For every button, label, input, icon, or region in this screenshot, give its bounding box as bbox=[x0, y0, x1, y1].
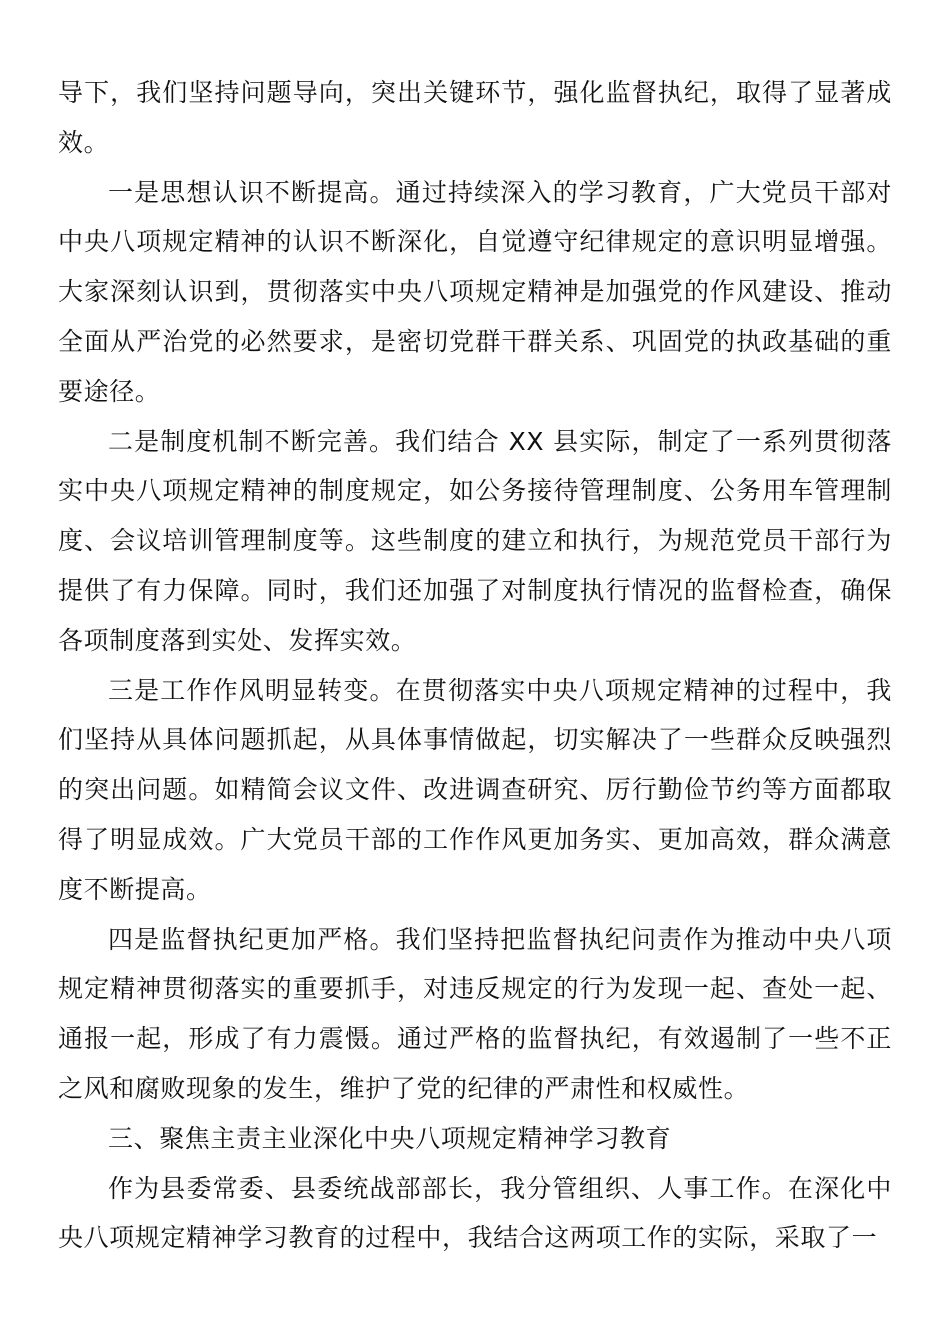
paragraph-point-one: 一是思想认识不断提高。通过持续深入的学习教育，广大党员干部对中央八项规定精神的认识不断深化，自觉遵守纪律规定的意识明显增强。大家深刻认识到，贯彻落实中央八项规定精神是加强党的作风建设、推动全面从严治党的必然要求，是密切党群干群关系、巩固党的执政基础的重要途径。 bbox=[58, 177, 892, 406]
paragraph-point-four: 四是监督执纪更加严格。我们坚持把监督执纪问责作为推动中央八项规定精神贯彻落实的重要抓手，对违反规定的行为发现一起、查处一起、通报一起，形成了有力震慑。通过严格的监督执纪，有效遏制了一些不正之风和腐败现象的发生，维护了党的纪律的严肃性和权威性。 bbox=[58, 924, 892, 1103]
paragraph-section-body: 作为县委常委、县委统战部部长，我分管组织、人事工作。在深化中央八项规定精神学习教育的过程中，我结合这两项工作的实际，采取了一 bbox=[58, 1173, 892, 1253]
paragraph-point-two: 二是制度机制不断完善。我们结合 XX 县实际，制定了一系列贯彻落实中央八项规定精神的制度规定，如公务接待管理制度、公务用车管理制度、会议培训管理制度等。这些制度的建立和执行，为规范党员干部行为提供了有力保障。同时，我们还加强了对制度执行情况的监督检查，确保各项制度落到实处、发挥实效。 bbox=[58, 426, 892, 655]
section-heading: 三、聚焦主责主业深化中央八项规定精神学习教育 bbox=[108, 1123, 672, 1153]
paragraph-continuation: 导下，我们坚持问题导向，突出关键环节，强化监督执纪，取得了显著成效。 bbox=[58, 78, 892, 157]
document-body bbox=[58, 68, 892, 1263]
paragraph-point-three: 三是工作作风明显转变。在贯彻落实中央八项规定精神的过程中，我们坚持从具体问题抓起，从具体事情做起，切实解决了一些群众反映强烈的突出问题。如精简会议文件、改进调查研究、厉行勤俭节约等方面都取得了明显成效。广大党员干部的工作作风更加务实、更加高效，群众满意度不断提高。 bbox=[58, 675, 892, 904]
